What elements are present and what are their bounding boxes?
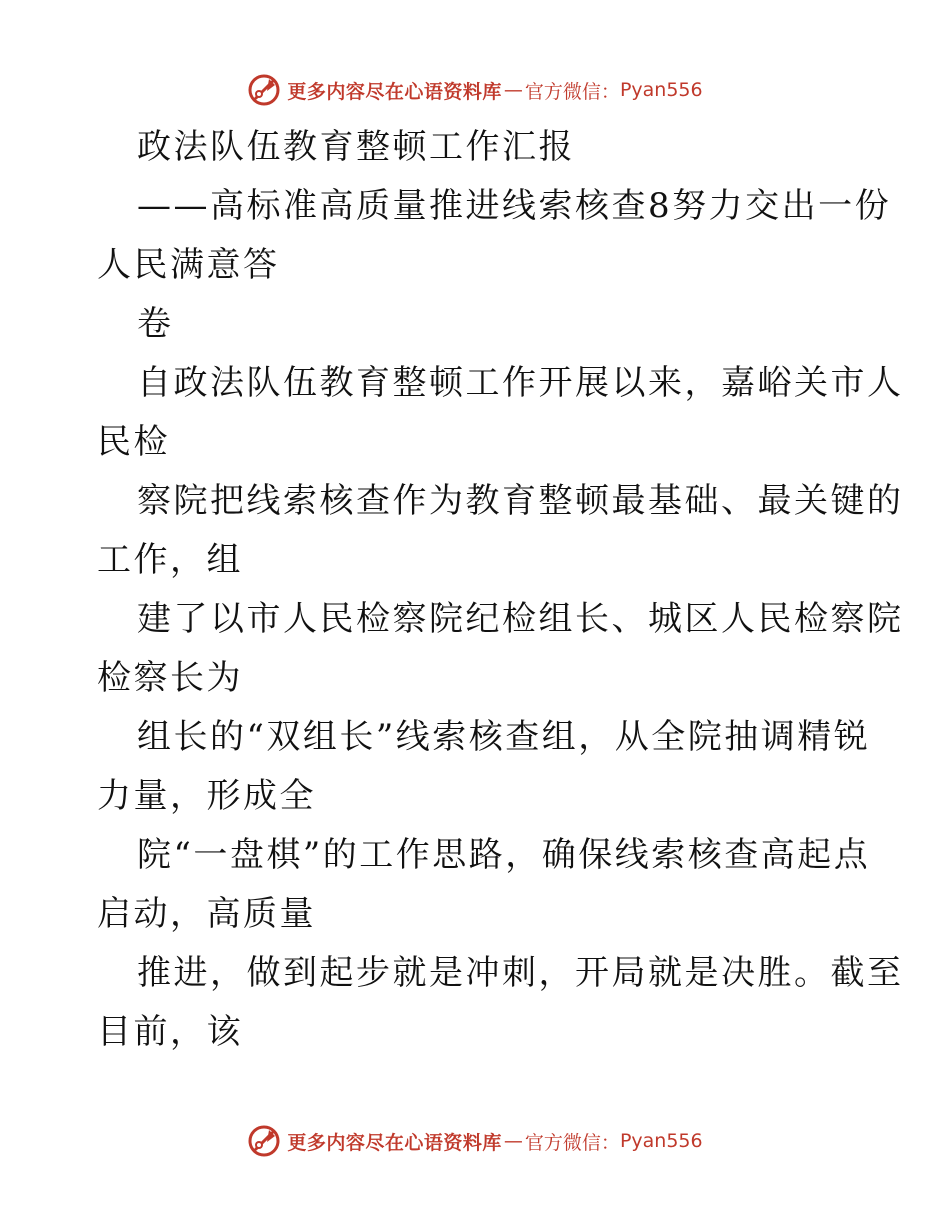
text-line: 工作，组 bbox=[97, 540, 243, 580]
banner-main-text: 更多内容尽在心语资料库 bbox=[287, 80, 502, 103]
banner-main-text: 更多内容尽在心语资料库 bbox=[287, 1131, 502, 1154]
text-line: 察院把线索核查作为教育整顿最基础、最关键的 bbox=[137, 481, 904, 521]
text-line: 力量，形成全 bbox=[97, 776, 316, 816]
text-line: 卷 bbox=[137, 304, 174, 344]
document-title: 政法队伍教育整顿工作汇报 bbox=[137, 127, 575, 167]
banner-sub-text: 官方微信： bbox=[524, 80, 620, 103]
document-body bbox=[97, 118, 904, 1062]
quill-logo-icon bbox=[247, 73, 281, 107]
text-line: 民检 bbox=[97, 422, 170, 462]
text-line: 目前，该 bbox=[97, 1012, 243, 1052]
text-line: 建了以市人民检察院纪检组长、城区人民检察院 bbox=[137, 599, 904, 639]
text-line: 组长的“双组长”线索核查组，从全院抽调精锐 bbox=[137, 717, 871, 757]
text-line: 人民满意答 bbox=[97, 245, 280, 285]
header-banner bbox=[0, 70, 950, 110]
footer-banner bbox=[0, 1121, 950, 1161]
banner-sub-text: 官方微信： bbox=[524, 1131, 620, 1154]
banner-wechat-id: Pyan556 bbox=[619, 1130, 703, 1152]
text-line: ——高标准高质量推进线索核查8努力交出一份 bbox=[137, 186, 892, 226]
quill-logo-icon bbox=[247, 1124, 281, 1158]
banner-wechat-id: Pyan556 bbox=[619, 79, 703, 101]
text-line: 自政法队伍教育整顿工作开展以来，嘉峪关市人 bbox=[137, 363, 904, 403]
text-line: 启动，高质量 bbox=[97, 894, 316, 934]
text-line: 检察长为 bbox=[97, 658, 243, 698]
banner-separator: — bbox=[503, 79, 523, 101]
text-line: 院“一盘棋”的工作思路，确保线索核查高起点 bbox=[137, 835, 871, 875]
text-line: 推进，做到起步就是冲刺，开局就是决胜。截至 bbox=[137, 953, 904, 993]
banner-separator: — bbox=[503, 1130, 523, 1152]
